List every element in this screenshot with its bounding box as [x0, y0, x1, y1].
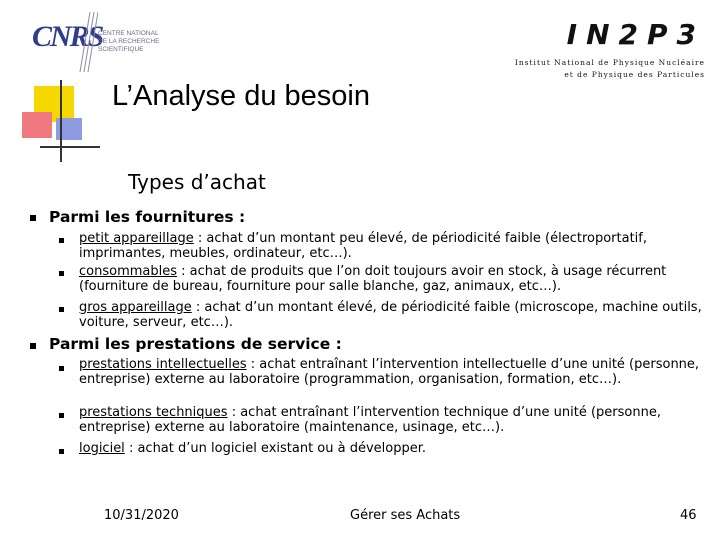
list-item	[79, 406, 704, 435]
list-item	[79, 265, 704, 294]
list-item	[79, 358, 704, 387]
item-bullet-icon	[59, 271, 64, 276]
page-number: 46	[680, 508, 697, 523]
in2p3-logo-line1: Institut National de Physique Nucléaire	[514, 58, 705, 67]
cnrs-logo-text: CENTRE NATIONAL DE LA RECHERCHE SCIENTIFIQUE	[98, 30, 160, 53]
item-term: prestations intellectuelles	[79, 357, 247, 372]
item-bullet-icon	[59, 413, 64, 418]
item-bullet-icon	[59, 366, 64, 371]
item-bullet-icon	[59, 449, 64, 454]
section-bullet-icon	[30, 215, 36, 221]
section-heading: Parmi les fournitures :	[49, 208, 246, 226]
item-term: petit appareillage	[79, 231, 194, 246]
item-bullet-icon	[59, 307, 64, 312]
item-term: gros appareillage	[79, 300, 192, 315]
item-text: : achat d’un montant peu élevé, de périodicité faible (électroportatif, imprimantes, meubles, ordinateur, etc…).	[79, 231, 648, 261]
item-term: consommables	[79, 264, 177, 279]
cnrs-logo-letters: CNRS	[32, 20, 103, 53]
list-item	[79, 442, 704, 457]
in2p3-logo-line2: et de Physique des Particules	[564, 70, 705, 79]
section-heading: Parmi les prestations de service :	[49, 335, 342, 353]
item-bullet-icon	[59, 238, 64, 243]
item-text: : achat entraînant l’intervention technique d’une unité (personne, entreprise) externe au laboratoire (maintenance, usinage, etc…).	[79, 405, 661, 435]
slide-title: L’Analyse du besoin	[112, 80, 370, 112]
in2p3-logo	[505, 18, 705, 82]
red-square	[22, 112, 52, 138]
in2p3-logo-letters: IN2P3	[566, 18, 705, 51]
cnrs-logo-lines-icon	[76, 12, 98, 72]
item-text: : achat d’un logiciel existant ou à développer.	[124, 441, 427, 456]
vertical-rule	[60, 80, 62, 162]
section-bullet-icon	[30, 343, 36, 349]
item-term: prestations techniques	[79, 405, 228, 420]
list-item	[79, 301, 704, 330]
item-term: logiciel	[79, 441, 125, 456]
slide-subtitle: Types d’achat	[128, 170, 266, 194]
list-item	[79, 232, 704, 261]
footer-date: 10/31/2020	[104, 508, 179, 523]
item-text: : achat entraînant l’intervention intellectuelle d’une unité (personne, entreprise) externe au laboratoire (programmation, organisation, formation, etc…).	[79, 357, 700, 387]
cnrs-logo	[24, 12, 174, 76]
horizontal-rule	[40, 146, 100, 148]
item-text: : achat d’un montant élevé, de périodicité faible (microscope, machine outils, voiture, serveur, etc…).	[79, 300, 702, 330]
item-text: : achat de produits que l’on doit toujours avoir en stock, à usage récurrent (fourniture de bureau, fourniture pour salle blanche, gaz, animaux, etc…).	[79, 264, 667, 294]
footer-title: Gérer ses Achats	[350, 508, 461, 523]
